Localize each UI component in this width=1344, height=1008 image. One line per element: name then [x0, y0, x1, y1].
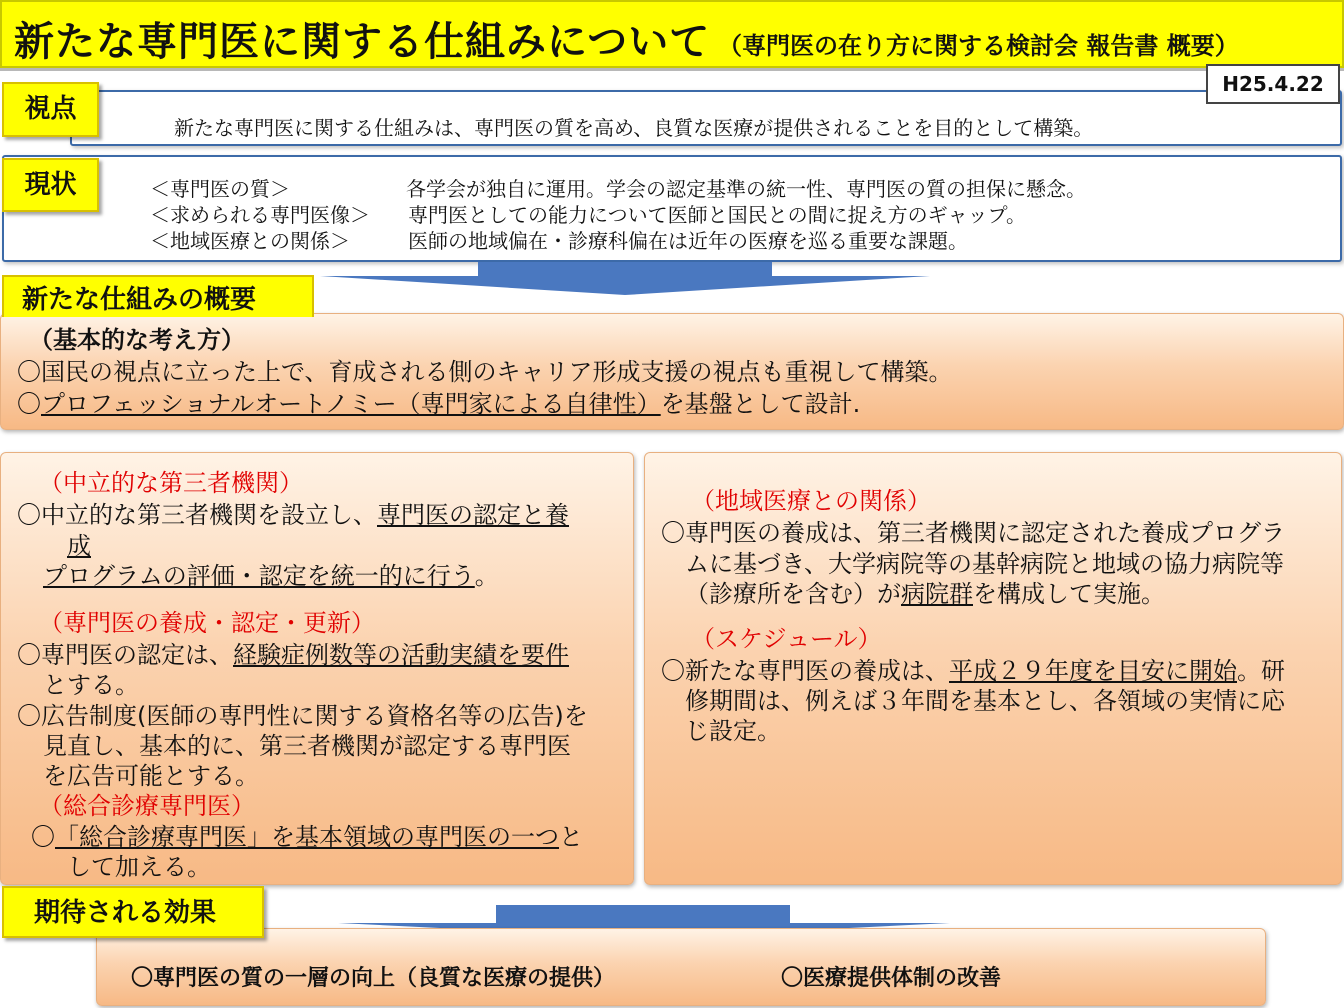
schedule-line-1: 〇新たな専門医の養成は、平成２９年度を目安に開始。研 — [661, 657, 1285, 685]
page-title: 新たな専門医に関する仕組みについて — [14, 19, 711, 65]
schedule-heading: （スケジュール） — [691, 625, 882, 653]
training-line-5: を広告可能とする。 — [43, 762, 259, 790]
current-key-1: ＜専門医の質＞ — [150, 177, 290, 201]
left-panel — [0, 452, 634, 885]
down-arrow-icon — [320, 262, 930, 296]
regional-heading: （地域医療との関係） — [691, 487, 931, 515]
training-line-4: 見直し、基本的に、第三者機関が認定する専門医 — [43, 732, 571, 760]
general-practice-line-1: 〇「総合診療専門医」を基本領域の専門医の一つと — [31, 823, 583, 851]
training-line-2: とする。 — [43, 671, 139, 699]
general-practice-line-2: して加える。 — [67, 853, 211, 881]
overview-label: 新たな仕組みの概要 — [2, 275, 314, 317]
page-subtitle: （専門医の在り方に関する検討会 報告書 概要） — [718, 32, 1239, 60]
perspective-label: 視点 — [2, 82, 99, 137]
current-value-2: 専門医としての能力について医師と国民との間に捉え方のギャップ。 — [408, 203, 1026, 227]
training-line-1: 〇専門医の認定は、経験症例数等の活動実績を要件 — [17, 641, 569, 669]
effect-item-2: 〇医療提供体制の改善 — [781, 966, 1002, 991]
overview-panel — [0, 313, 1344, 430]
date-badge: H25.4.22 — [1206, 64, 1340, 104]
general-practice-heading: （総合診療専門医） — [39, 792, 255, 820]
title-bar — [0, 0, 1344, 68]
right-panel — [644, 452, 1342, 885]
effects-panel — [96, 928, 1266, 1006]
perspective-text: 新たな専門医に関する仕組みは、専門医の質を高め、良質な医療が提供されることを目的として構築。 — [174, 116, 1094, 140]
overview-line-2: 〇プロフェッショナルオートノミー（専門家による自律性）を基盤として設計. — [17, 390, 861, 418]
perspective-box — [70, 90, 1342, 146]
neutral-agency-line-1: 〇中立的な第三者機関を設立し、専門医の認定と養 — [17, 501, 569, 529]
training-line-3: 〇広告制度(医師の専門性に関する資格名等の広告)を — [17, 702, 588, 730]
schedule-line-2: 修期間は、例えば３年間を基本とし、各領域の実情に応 — [685, 687, 1285, 715]
regional-line-3: （診療所を含む）が病院群を構成して実施。 — [685, 580, 1165, 608]
neutral-agency-line-3: プログラムの評価・認定を統一的に行う。 — [43, 562, 499, 590]
effect-item-1: 〇専門医の質の一層の向上（良質な医療の提供） — [131, 966, 616, 991]
current-status-box — [2, 155, 1342, 262]
current-status-label: 現状 — [2, 158, 99, 212]
schedule-line-3: じ設定。 — [685, 717, 781, 745]
overview-line-1: 〇国民の視点に立った上で、育成される側のキャリア形成支援の視点も重視して構築。 — [17, 358, 953, 386]
neutral-agency-heading: （中立的な第三者機関） — [39, 469, 303, 497]
training-heading: （専門医の養成・認定・更新） — [39, 609, 375, 637]
current-key-3: ＜地域医療との関係＞ — [150, 229, 350, 253]
current-value-3: 医師の地域偏在・診療科偏在は近年の医療を巡る重要な課題。 — [408, 229, 968, 253]
current-value-1: 各学会が独自に運用。学会の認定基準の統一性、専門医の質の担保に懸念。 — [406, 177, 1086, 201]
current-key-2: ＜求められる専門医像＞ — [150, 203, 370, 227]
regional-line-2: ムに基づき、大学病院等の基幹病院と地域の協力病院等 — [685, 550, 1285, 578]
neutral-agency-line-2: 成 — [67, 532, 91, 560]
regional-line-1: 〇専門医の養成は、第三者機関に認定された養成プログラ — [661, 519, 1285, 547]
overview-heading: （基本的な考え方） — [29, 326, 245, 354]
effects-label: 期待される効果 — [2, 886, 264, 938]
